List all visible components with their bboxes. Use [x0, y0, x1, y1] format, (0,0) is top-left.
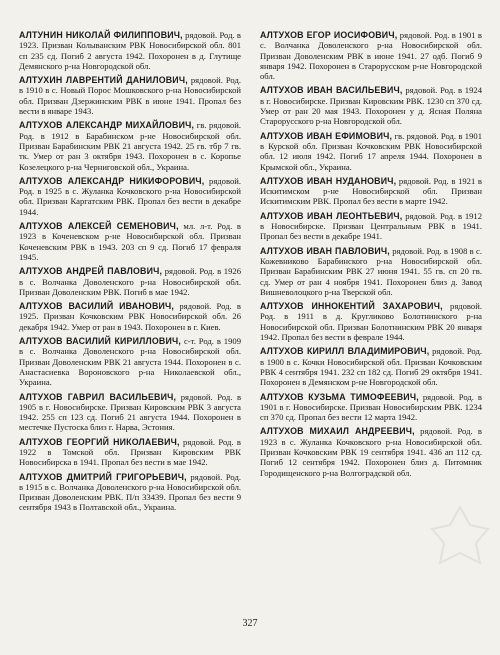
entry — [19, 30, 241, 71]
entry-name: АЛТУХОВ ИВАН НУДАНОВИЧ, — [260, 175, 397, 186]
entry — [19, 266, 241, 297]
left-column — [19, 30, 241, 517]
entry-name: АЛТУХОВ ИННОКЕНТИЙ ЗАХАРОВИЧ, — [260, 301, 443, 312]
entry-text: рядовой. Род. в 1911 в д. Кругликово Болотнинского р-на Новосибирской обл. Призван Болотнинским РВК 20 января 1942. Пропал без вести в феврале 1944. — [260, 301, 482, 343]
entry — [19, 392, 241, 433]
right-column — [260, 30, 482, 482]
entry — [19, 301, 241, 332]
entry-name: АЛТУХОВ ГАВРИЛ ВАСИЛЬЕВИЧ, — [19, 391, 177, 402]
entry-text: рядовой. Род. в 1925 в с. Жуланка Кочковского р-на Новосибирской обл. Призван Каргатским РВК. Пропал без вести в декабре 1944. — [19, 175, 241, 217]
entry — [260, 346, 482, 387]
entry-name: АЛТУХОВ АЛЕКСЕЙ СЕМЕНОВИЧ, — [19, 221, 179, 232]
entry-name: АЛТУХОВ ИВАН ЛЕОНТЬЕВИЧ, — [260, 210, 403, 221]
entry-name: АЛТУХОВ ДМИТРИЙ ГРИГОРЬЕВИЧ, — [19, 471, 187, 482]
entry-name: АЛТУХОВ АЛЕКСАНДР НИКИФОРОВИЧ, — [19, 175, 205, 186]
entry-name: АЛТУХОВ КУЗЬМА ТИМОФЕЕВИЧ, — [260, 391, 419, 402]
entry — [260, 246, 482, 297]
entry-text: рядовой. Род. в 1925. Призван Кочковским РВК Новосибирской обл. 26 декабря 1942. Умер от ран в 1943. Похоронен в г. Киев. — [19, 301, 241, 332]
entry-name: АЛТУХОВ ИВАН ПАВЛОВИЧ, — [260, 245, 390, 256]
entry — [260, 85, 482, 126]
entry — [19, 221, 241, 262]
entry-text: рядовой. Род. в 1912 в Новосибирске. Призван Центральным РВК в 1941. Пропал без вести в декабре 1941. — [260, 210, 483, 242]
entry-name: АЛТУХОВ ЕГОР ИОСИФОВИЧ, — [260, 30, 398, 40]
entry-text: рядовой. Род. в 1908 в с. Кожевниково Барабинского р-на Новосибирской обл. Призван Барабинским РВК 27 июня 1941. 55 гв. сп 20 гв. сд. Умер от ран 4 ноября 1941. Похоронен близ д. Завод Вишневолоцкого р-на Тверской обл. — [260, 245, 482, 297]
entry — [19, 437, 241, 468]
page-number: 327 — [242, 618, 258, 629]
entry-name: АЛТУХИН ЛАВРЕНТИЙ ДАНИЛОВИЧ, — [19, 75, 188, 86]
entry-text: рядовой. Род. в 1901 в с. Волчанка Доволенского р-на Новосибирской обл. Призван Доволенским РВК в июне 1941. 27 одб. Погиб 9 января 1942. Похоронен в Старорусском р-не Новгородской обл. — [260, 30, 482, 82]
entry-text: с-т. Род. в 1909 в с. Волчанка Доволенского р-на Новосибирской обл. Призван Доволенским РВК 21 августа 1944. Похоронен в с. Анастасиевка Вороновского р-на Николаевской обл., Украина. — [19, 336, 241, 388]
entry-name: АЛТУХОВ АНДРЕЙ ПАВЛОВИЧ, — [19, 266, 163, 277]
entry-name: АЛТУХОВ ИВАН ВАСИЛЬЕВИЧ, — [260, 85, 403, 96]
entry — [19, 75, 241, 116]
entry — [260, 426, 482, 477]
entry — [19, 120, 241, 171]
entry-text: рядовой. Род. в 1900 в с. Кочки Новосибирской обл. Призван Кочковским РВК 4 сентября 1941. 232 сп 182 сд. Погиб 29 октября 1941. Похоронен в Демянском р-не Новгородской обл. — [260, 346, 482, 388]
entry — [260, 211, 482, 242]
entry — [260, 392, 482, 423]
entry-name: АЛТУХОВ ГЕОРГИЙ НИКОЛАЕВИЧ, — [19, 436, 180, 447]
entry — [19, 176, 241, 217]
entry-text: рядовой. Род. в 1924 в г. Новосибирске. Призван Кировским РВК. 1230 сп 370 сд. Умер от ран 20 мая 1943. Похоронен у д. Ясная Поляна Старорусского р-на Новгородской обл. — [260, 85, 482, 127]
entry-name: АЛТУХОВ ВАСИЛИЙ КИРИЛЛОВИЧ, — [19, 336, 182, 347]
entry-text: рядовой. Род. в 1910 в с. Новый Порос Мошковского р-на Новосибирской обл. Призван Дзержинским РВК в июне 1941. Пропал без вести в январе 1943. — [19, 75, 241, 117]
entry-name: АЛТУХОВ ИВАН ЕФИМОВИЧ, — [260, 130, 393, 141]
entry-name: АЛТУХОВ КИРИЛЛ ВЛАДИМИРОВИЧ, — [260, 346, 430, 357]
entry-name: АЛТУХОВ ВАСИЛИЙ ИВАНОВИЧ, — [19, 301, 175, 312]
entry — [260, 30, 482, 81]
entry-text: рядовой. Род. в 1923 в с. Жуланка Кочковского р-на Новосибирской обл. Призван Кочковским РВК 19 сентября 1941. 436 ап 112 сд. Погиб 12 сентября 1942. Похоронен близ д. Питомник Городищенского р-на Волгоградской обл. — [260, 426, 482, 478]
entry-text: рядовой. Род. в 1901 в г. Новосибирске. Призван Новосибирским РВК. 1234 сп 370 сд. Пропал без вести 12 марта 1942. — [260, 391, 482, 423]
entry-text: рядовой. Род. в 1926 в с. Волчанка Доволенского р-на Новосибирской обл. Призван Доволенским РВК. Погиб в мае 1942. — [19, 266, 241, 297]
entry — [260, 131, 482, 172]
entry — [19, 336, 241, 387]
entry-name: АЛТУХОВ АЛЕКСАНДР МИХАЙЛОВИЧ, — [19, 120, 195, 131]
entry-text: рядовой. Род. в 1905 в г. Новосибирске. Призван Кировским РВК 3 августа 1942. 255 сп 123 сд. Погиб 21 августа 1944. Похоронен в местечке Пустоска близ г. Нарва, Эстония. — [19, 391, 241, 433]
entry — [260, 176, 482, 207]
entry-text: гв. рядовой. Род. в 1901 в Курской обл. Призван Кочковским РВК Новосибирской обл. 12 июля 1942. Погиб 17 апреля 1944. Похоронен в Крымской обл., Украина. — [260, 130, 482, 172]
entry-text: гв. рядовой. Род. в 1912 в Барабинском р-не Новосибирской обл. Призван Барабинским РВК 21 августа 1942. 25 гв. тбр 7 гв. тк. Умер от ран 3 октября 1943. Похоронен в с. Коропье Козелецкого р-на Черниговской обл., Украина. — [19, 120, 241, 172]
entry-text: рядовой. Род. в 1922 в Томской обл. Призван Кировским РВК Новосибирска в 1941. Пропал без вести в мае 1942. — [19, 436, 241, 468]
entry-name: АЛТУХОВ МИХАИЛ АНДРЕЕВИЧ, — [260, 426, 415, 437]
entry-text: рядовой. Род. в 1921 в Искитимском р-не Новосибирской обл. Призван Искитимским РВК. Пропал без вести в марте 1942. — [260, 175, 482, 207]
entry-text: мл. л-т. Род. в 1923 в Коченевском р-не Новосибирской обл. Призван Коченевским РВК в 1943. 203 сп 9 сд. Погиб 17 февраля 1945. — [19, 221, 241, 262]
entry-text: рядовой. Род. в 1923. Призван Колыванским РВК Новосибирской обл. 801 сп 235 сд. Погиб 2 августа 1942. Похоронен в д. Глутище Демянского р-на Новгородской обл. — [19, 30, 241, 71]
entry — [260, 301, 482, 342]
entry — [19, 472, 241, 513]
faded-stamp-mark — [430, 505, 490, 575]
entry-text: рядовой. Род. в 1915 в с. Волчанка Доволенского р-на Новосибирской обл. Призван Доволенским РВК. П/п 33439. Пропал без вести 9 сентября 1943 в Полтавской обл., Украина. — [19, 471, 241, 513]
entry-name: АЛТУНИН НИКОЛАЙ ФИЛИППОВИЧ, — [19, 30, 183, 40]
